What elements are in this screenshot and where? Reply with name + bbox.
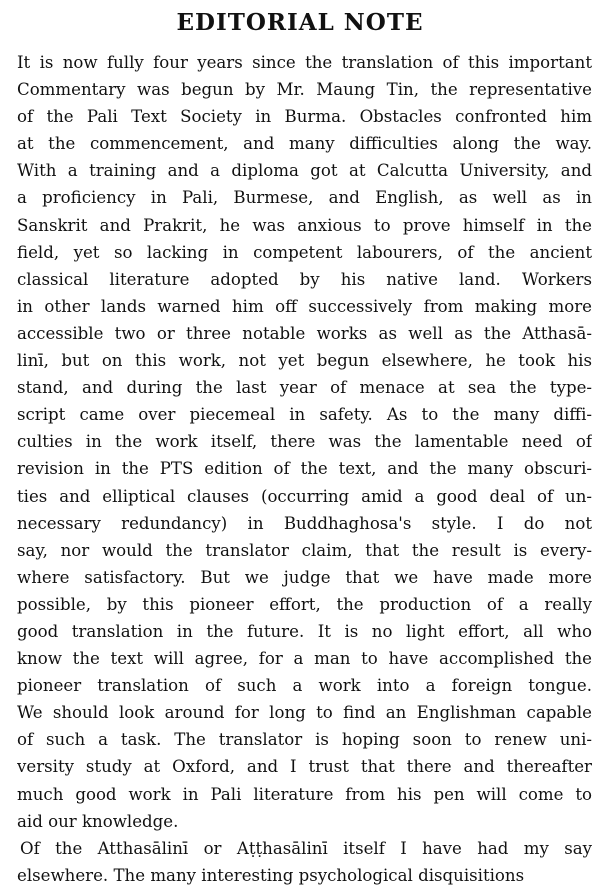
text-line: necessary redundancy) in Buddhaghosa's style. I do not [17, 513, 592, 533]
text-line: much good work in Pali literature from his pen will come to [17, 784, 592, 804]
text-line: a proficiency in Pali, Burmese, and English, as well as in [17, 188, 592, 208]
text-line: say, nor would the translator claim, that the result is every- [17, 540, 592, 560]
text-line: It is now fully four years since the translation of this important [17, 53, 592, 72]
page-title: EDITORIAL NOTE [176, 9, 424, 36]
text-line: script came over piecemeal in safety. As to the many diffi- [17, 405, 592, 425]
text-line: Of the Atthasālinī or Aṭṭhasālinī itself I have had my say [20, 838, 592, 858]
text-line: classical literature adopted by his native land. Workers [17, 269, 592, 289]
text-line: culties in the work itself, there was the lamentable need of [17, 432, 592, 452]
text-line: of such a task. The translator is hoping soon to renew uni- [17, 730, 592, 750]
text-line: good translation in the future. It is no light effort, all who [17, 621, 592, 641]
body-text [17, 49, 592, 889]
text-line: Sanskrit and Prakrit, he was anxious to prove himself in the [17, 215, 592, 235]
text-line: With a training and a diploma got at Calcutta University, and [17, 161, 592, 181]
text-line: pioneer translation of such a work into a foreign tongue. [17, 676, 592, 696]
text-line: ties and elliptical clauses (occurring amid a good deal of un- [17, 486, 592, 506]
text-line: know the text will agree, for a man to have accomplished the [17, 649, 592, 669]
text-line: where satisfactory. But we judge that we have made more [17, 567, 592, 587]
text-line: elsewhere. The many interesting psychological disquisitions [17, 865, 525, 885]
text-line: at the commencement, and many difficulties along the way. [17, 134, 592, 154]
text-line: accessible two or three notable works as well as the Atthasā- [17, 323, 592, 343]
text-line: in other lands warned him off successively from making more [17, 296, 592, 316]
text-line: of the Pali Text Society in Burma. Obstacles confronted him [17, 107, 592, 127]
text-line: field, yet so lacking in competent labourers, of the ancient [17, 242, 592, 262]
text-line: aid our knowledge. [17, 811, 179, 831]
text-line: linī, but on this work, not yet begun elsewhere, he took his [17, 351, 592, 371]
text-line: revision in the PTS edition of the text, and the many obscuri- [17, 459, 592, 479]
text-line: We should look around for long to find an Englishman capable [17, 703, 592, 723]
text-line: stand, and during the last year of menace at sea the type- [17, 378, 592, 398]
text-line: Commentary was begun by Mr. Maung Tin, the representative [17, 80, 592, 100]
text-line: versity study at Oxford, and I trust that there and thereafter [17, 757, 592, 777]
text-line: possible, by this pioneer effort, the production of a really [17, 594, 592, 614]
